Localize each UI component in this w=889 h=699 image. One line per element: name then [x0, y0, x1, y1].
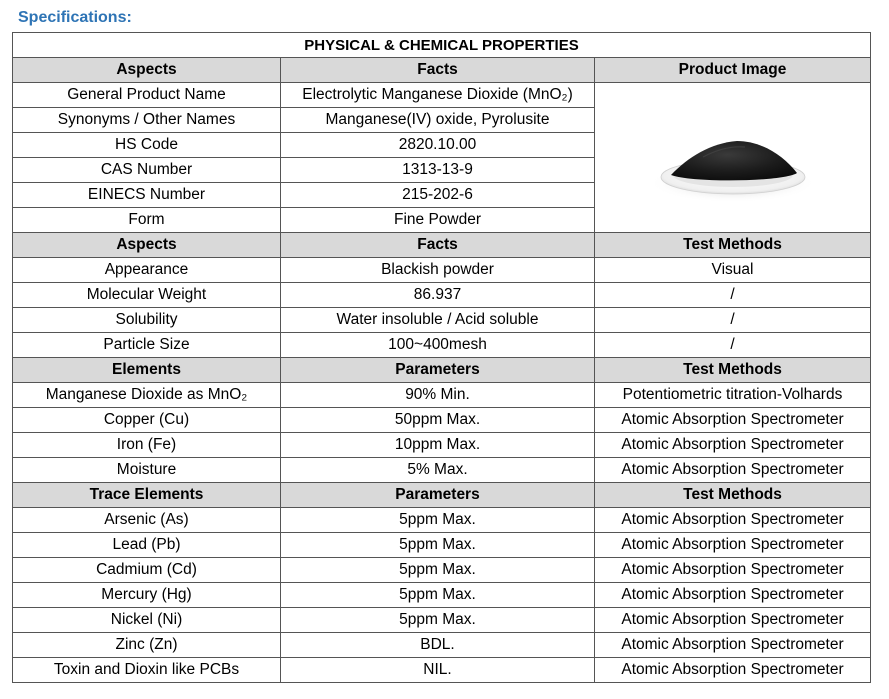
- column-header: Parameters: [281, 483, 595, 508]
- element-cell: Copper (Cu): [13, 408, 281, 433]
- column-header: Elements: [13, 358, 281, 383]
- aspect-cell: General Product Name: [13, 83, 281, 108]
- aspect-cell: Appearance: [13, 258, 281, 283]
- method-cell: Atomic Absorption Spectrometer: [595, 558, 871, 583]
- aspect-cell: HS Code: [13, 133, 281, 158]
- method-cell: Atomic Absorption Spectrometer: [595, 458, 871, 483]
- column-header: Test Methods: [595, 233, 871, 258]
- table-row: [13, 633, 871, 658]
- table-title-row: [13, 33, 871, 58]
- table-row: [13, 458, 871, 483]
- fact-cell: 2820.10.00: [281, 133, 595, 158]
- table-row: [13, 433, 871, 458]
- table-row: [13, 308, 871, 333]
- element-cell: Manganese Dioxide as MnO₂: [13, 383, 281, 408]
- aspect-cell: Particle Size: [13, 333, 281, 358]
- fact-cell: Manganese(IV) oxide, Pyrolusite: [281, 108, 595, 133]
- parameter-cell: 5ppm Max.: [281, 508, 595, 533]
- parameter-cell: 10ppm Max.: [281, 433, 595, 458]
- method-cell: /: [595, 283, 871, 308]
- column-header: Parameters: [281, 358, 595, 383]
- aspect-cell: Molecular Weight: [13, 283, 281, 308]
- parameter-cell: NIL.: [281, 658, 595, 683]
- element-cell: Moisture: [13, 458, 281, 483]
- column-header: Facts: [281, 233, 595, 258]
- table-row: [13, 408, 871, 433]
- method-cell: Atomic Absorption Spectrometer: [595, 583, 871, 608]
- table-row: [13, 258, 871, 283]
- element-cell: Mercury (Hg): [13, 583, 281, 608]
- element-cell: Arsenic (As): [13, 508, 281, 533]
- method-cell: Atomic Absorption Spectrometer: [595, 633, 871, 658]
- method-cell: Visual: [595, 258, 871, 283]
- fact-cell: 100~400mesh: [281, 333, 595, 358]
- aspect-cell: Form: [13, 208, 281, 233]
- parameter-cell: BDL.: [281, 633, 595, 658]
- section1-header-row: [13, 58, 871, 83]
- specifications-table: [12, 32, 871, 683]
- aspect-cell: CAS Number: [13, 158, 281, 183]
- fact-cell: 1313-13-9: [281, 158, 595, 183]
- method-cell: Atomic Absorption Spectrometer: [595, 508, 871, 533]
- section2-header-row: [13, 233, 871, 258]
- method-cell: /: [595, 333, 871, 358]
- aspect-cell: EINECS Number: [13, 183, 281, 208]
- table-row: [13, 558, 871, 583]
- parameter-cell: 5ppm Max.: [281, 533, 595, 558]
- element-cell: Toxin and Dioxin like PCBs: [13, 658, 281, 683]
- column-header: Trace Elements: [13, 483, 281, 508]
- method-cell: Potentiometric titration-Volhards: [595, 383, 871, 408]
- parameter-cell: 5ppm Max.: [281, 558, 595, 583]
- method-cell: Atomic Absorption Spectrometer: [595, 408, 871, 433]
- specifications-heading: Specifications:: [18, 9, 132, 26]
- method-cell: Atomic Absorption Spectrometer: [595, 533, 871, 558]
- table-row: [13, 658, 871, 683]
- column-header: Aspects: [13, 58, 281, 83]
- column-header: Test Methods: [595, 483, 871, 508]
- parameter-cell: 90% Min.: [281, 383, 595, 408]
- fact-cell: 86.937: [281, 283, 595, 308]
- element-cell: Nickel (Ni): [13, 608, 281, 633]
- product-image: [595, 83, 871, 233]
- method-cell: /: [595, 308, 871, 333]
- element-cell: Iron (Fe): [13, 433, 281, 458]
- powder-dish-image: [633, 85, 833, 231]
- parameter-cell: 5ppm Max.: [281, 608, 595, 633]
- parameter-cell: 5% Max.: [281, 458, 595, 483]
- method-cell: Atomic Absorption Spectrometer: [595, 658, 871, 683]
- section4-header-row: [13, 483, 871, 508]
- table-row: [13, 583, 871, 608]
- table-row: [13, 608, 871, 633]
- fact-cell: Fine Powder: [281, 208, 595, 233]
- fact-cell: 215-202-6: [281, 183, 595, 208]
- column-header: Test Methods: [595, 358, 871, 383]
- table-row: [13, 533, 871, 558]
- section3-header-row: [13, 358, 871, 383]
- table-row: [13, 383, 871, 408]
- table-row: [13, 508, 871, 533]
- method-cell: Atomic Absorption Spectrometer: [595, 433, 871, 458]
- element-cell: Zinc (Zn): [13, 633, 281, 658]
- element-cell: Lead (Pb): [13, 533, 281, 558]
- column-header: Aspects: [13, 233, 281, 258]
- method-cell: Atomic Absorption Spectrometer: [595, 608, 871, 633]
- element-cell: Cadmium (Cd): [13, 558, 281, 583]
- aspect-cell: Solubility: [13, 308, 281, 333]
- fact-cell: Electrolytic Manganese Dioxide (MnO₂): [281, 83, 595, 108]
- fact-cell: Water insoluble / Acid soluble: [281, 308, 595, 333]
- table-row: [13, 283, 871, 308]
- fact-cell: Blackish powder: [281, 258, 595, 283]
- parameter-cell: 50ppm Max.: [281, 408, 595, 433]
- table-row: [13, 83, 871, 108]
- aspect-cell: Synonyms / Other Names: [13, 108, 281, 133]
- column-header: Facts: [281, 58, 595, 83]
- column-header: Product Image: [595, 58, 871, 83]
- parameter-cell: 5ppm Max.: [281, 583, 595, 608]
- table-row: [13, 333, 871, 358]
- table-title: PHYSICAL & CHEMICAL PROPERTIES: [13, 33, 871, 58]
